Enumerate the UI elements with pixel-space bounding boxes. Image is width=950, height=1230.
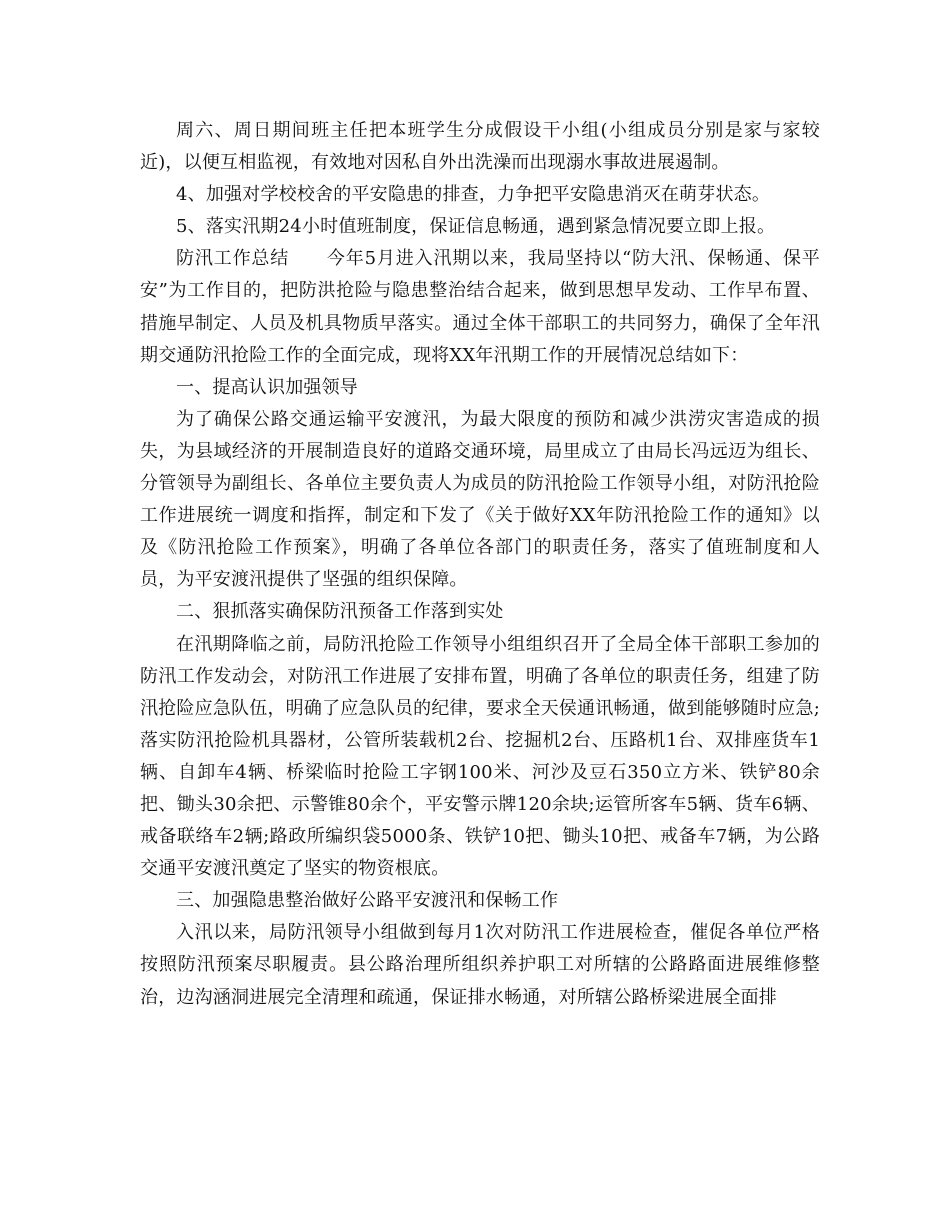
paragraph-leadership: 为了确保公路交通运输平安渡汛，为最大限度的预防和减少洪涝灾害造成的损失，为县域经济的开展制造良好的道路交通环境，局里成立了由局长冯远迈为组长、分管领导为副组长、各单位主要负责人为成员的防汛抢险工作领导小组，对防汛抢险工作进展统一调度和指挥，制定和下发了《关于做好XX年防汛抢险工作的通知》以及《防汛抢险工作预案》，明确了各单位各部门的职责任务，落实了值班制度和人员，为平安渡汛提供了坚强的组织保障。 — [140, 408, 820, 591]
section-heading-3: 三、加强隐患整治做好公路平安渡汛和保畅工作 — [176, 890, 559, 912]
paragraph-school-safety-check: 4、加强对学校校舍的平安隐患的排查，力争把平安隐患消灭在萌芽状态。 — [176, 184, 771, 206]
paragraph-preparation: 在汛期降临之前，局防汛抢险工作领导小组组织召开了全局全体干部职工参加的防汛工作发动会，对防汛工作进展了安排布置，明确了各单位的职责任务，组建了防汛抢险应急队伍，明确了应急队员的纪律，要求全天侯通讯畅通，做到能够随时应急;落实防汛抢险机具器材，公管所装载机2台、挖掘机2台、压路机1台、双排座货车1辆、自卸车4辆、桥梁临时抢险工字钢100米、河沙及豆石350立方米、铁铲80余把、锄头30余把、示警锥80余个，平安警示牌120余块;运管所客车5辆、货车6辆、戒备联络车2辆;路政所编织袋5000条、铁铲10把、锄头10把、戒备车7辆，为公路交通平安渡汛奠定了坚实的物资根底。 — [140, 633, 820, 880]
paragraph-duty-system: 5、落实汛期24小时值班制度，保证信息畅通，遇到紧急情况要立即上报。 — [176, 216, 776, 238]
paragraph-group-supervision: 周六、周日期间班主任把本班学生分成假设干小组(小组成员分别是家与家较近)，以便互相监视，有效地对因私自外出洗澡而出现溺水事故进展遏制。 — [140, 120, 820, 174]
paragraph-flood-summary-intro: 防汛工作总结 今年5月进入汛期以来，我局坚持以“防大汛、保畅通、保平安”为工作目的，把防洪抢险与隐患整治结合起来，做到思想早发动、工作早布置、措施早制定、人员及机具物质早落实。通过全体干部职工的共同努力，确保了全年汛期交通防汛抢险工作的全面完成，现将XX年汛期工作的开展情况总结如下： — [140, 248, 820, 366]
section-heading-2: 二、狠抓落实确保防汛预备工作落到实处 — [176, 601, 504, 623]
section-heading-1: 一、提高认识加强领导 — [176, 376, 358, 398]
document-body — [140, 115, 820, 1014]
paragraph-hazard-rectification: 入汛以来，局防汛领导小组做到每月1次对防汛工作进展检查，催促各单位严格按照防汛预案尽职履责。县公路治理所组织养护职工对所辖的公路路面进展维修整治，边沟涵洞进展完全清理和疏通，保证排水畅通，对所辖公路桥梁进展全面排 — [140, 922, 820, 1008]
